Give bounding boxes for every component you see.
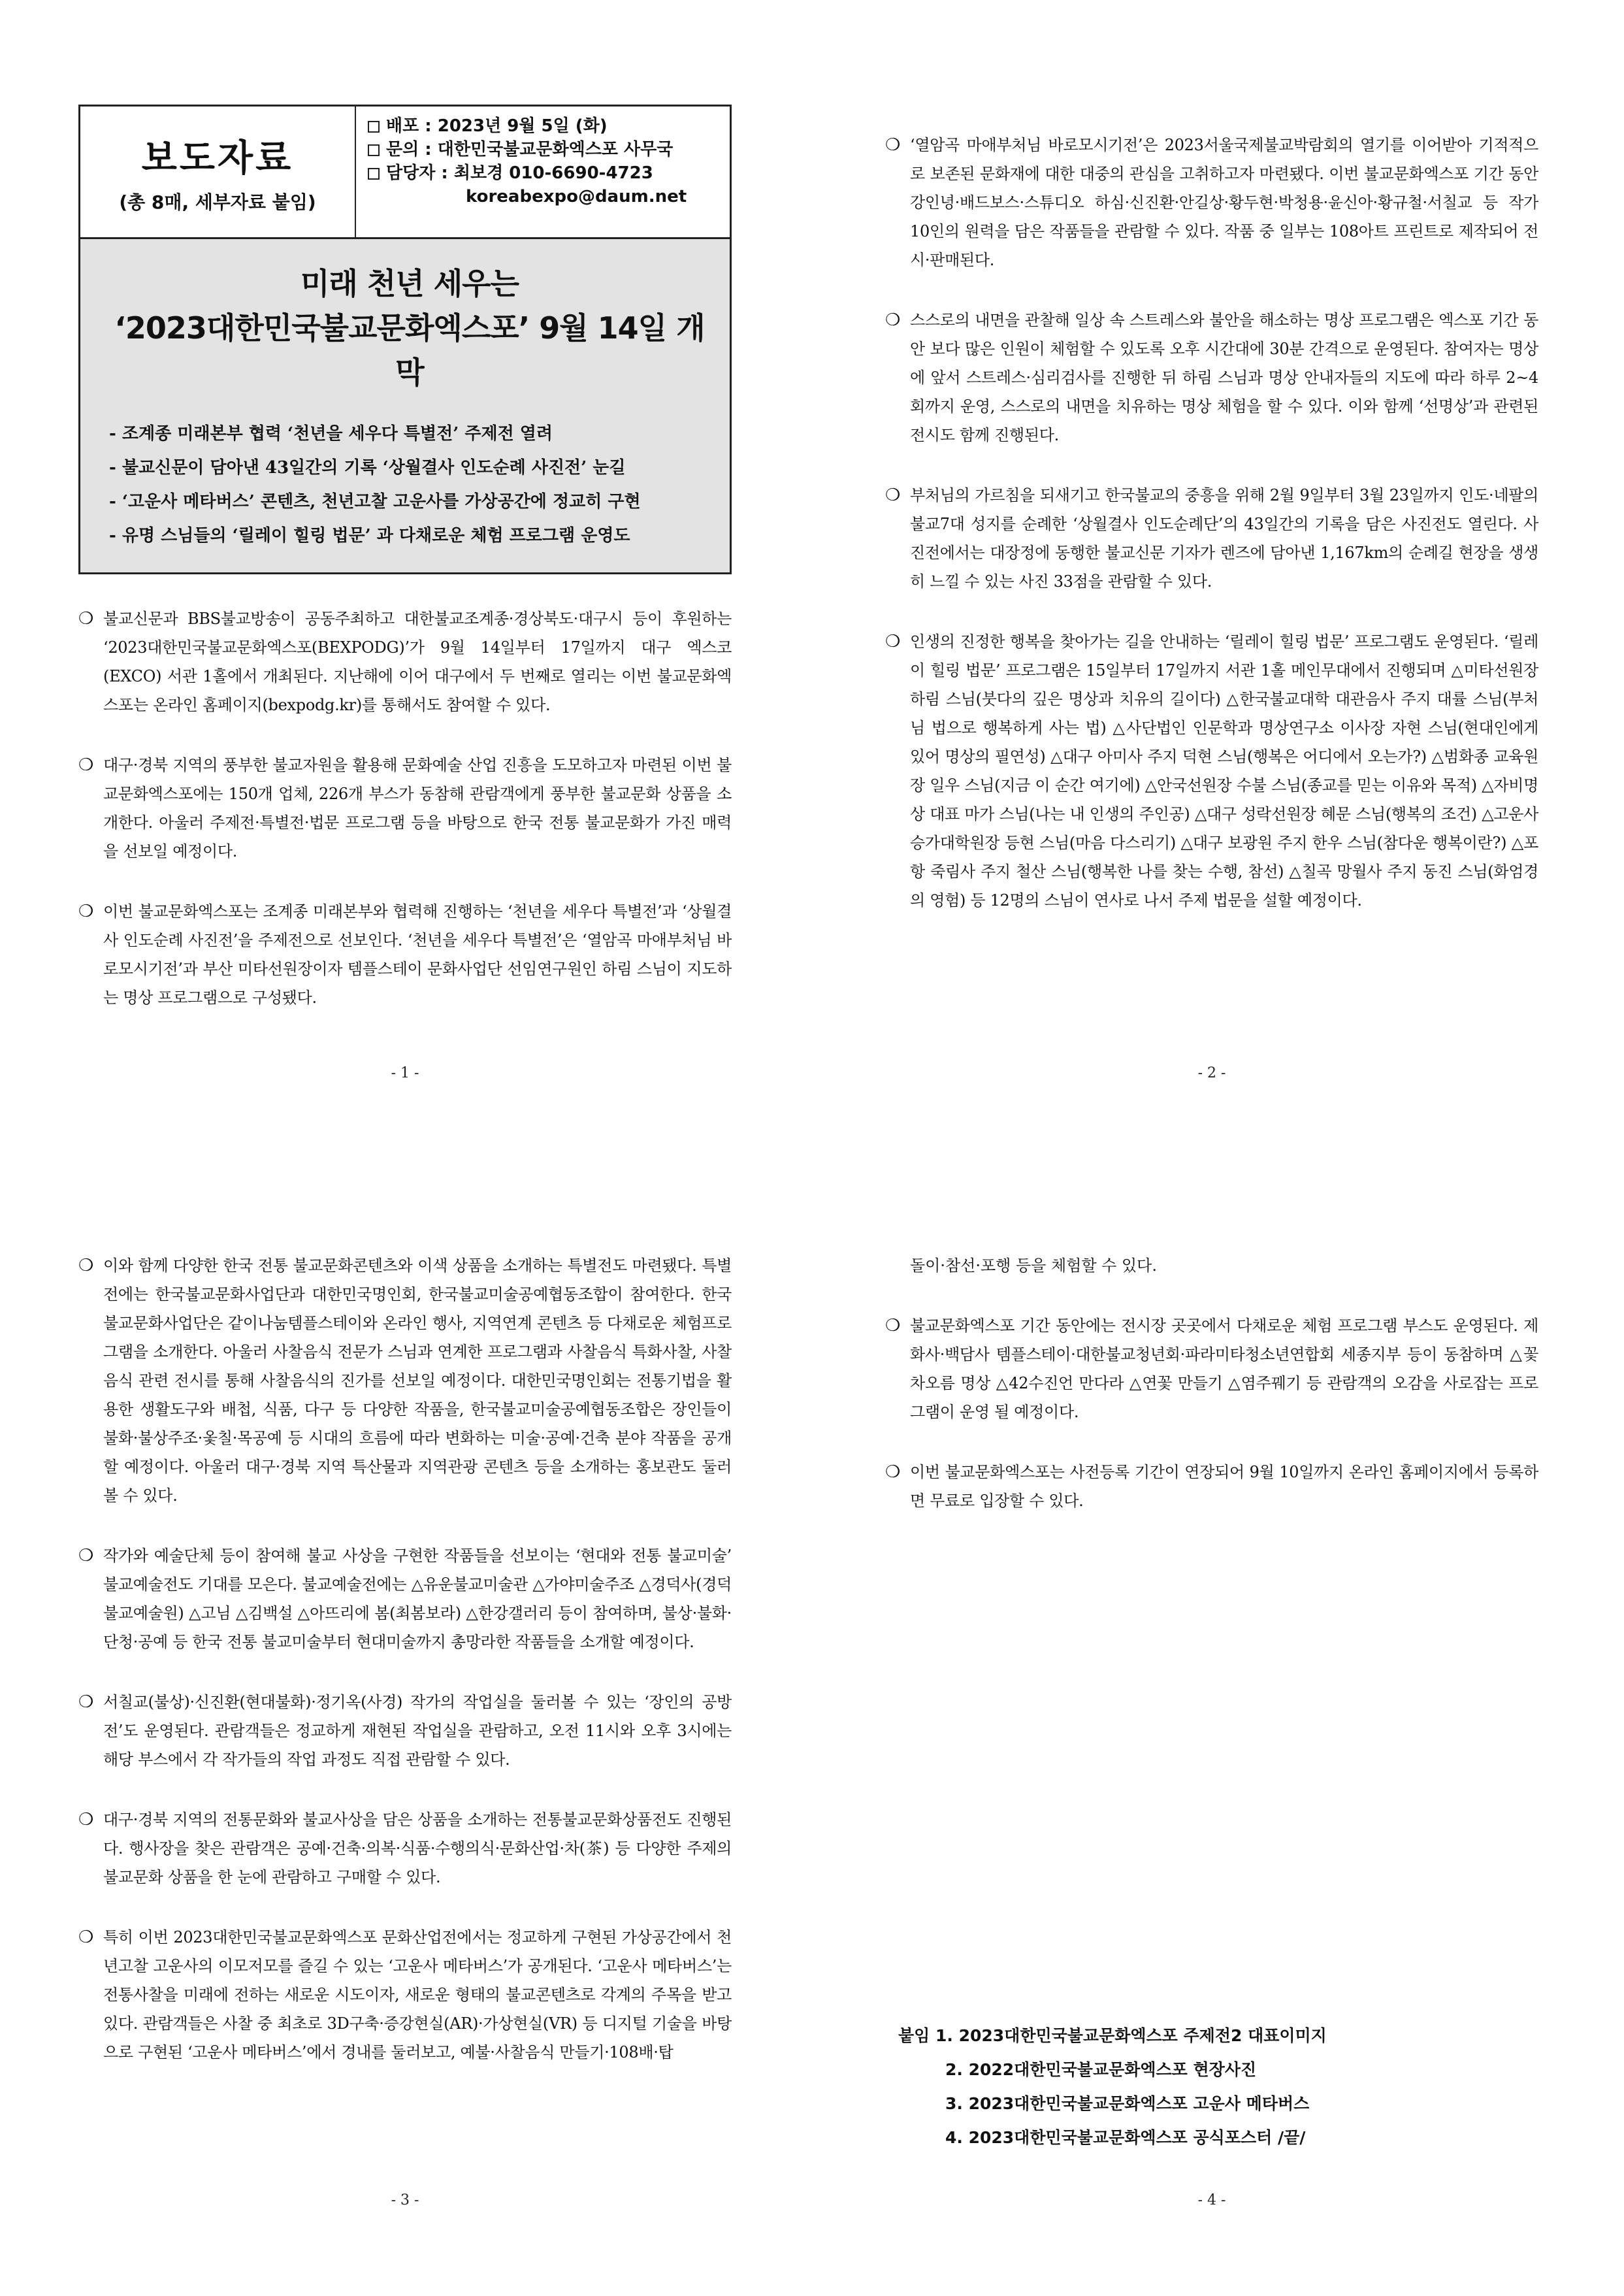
inquiry-info: 문의 : 대한민국불교문화엑스포 사무국	[386, 140, 674, 159]
headline-line-2: ‘2023대한민국불교문화엑스포’ 9월 14일 개막	[114, 310, 705, 390]
paragraph-text: ‘열암곡 마애부처님 바로모시기전’은 2023서울국제불교박람회의 열기를 이어받아 기적적으로 보존된 문화재에 대한 대중의 관심을 고취하고자 마련됐다. 이번 불교문화엑스포 기간 동안 강인녕·배드보스·스튜디오 하심·신진환·안길상·황두현·박청용·윤신아·황규철·서칠교 등 작가 10인의 원력을 담은 작품들을 관람할 수 있다. 작품 중 일부는 108아트 프린트로 제작되어 전시·판매된다.	[910, 136, 1538, 269]
page-number: - 2 -	[1197, 1065, 1226, 1081]
page-2	[885, 131, 1538, 1081]
bullet-circle-icon: ❍	[885, 485, 901, 505]
bullet-circle-icon: ❍	[78, 1692, 94, 1712]
paragraph-text: 불교신문과 BBS불교방송이 공동주최하고 대한불교조계종·경상북도·대구시 등이 후원하는 ‘2023대한민국불교문화엑스포(BEXPODG)’가 9월 14일부터 17일까지 대구 엑스코(EXCO) 서관 1홀에서 개최된다. 지난해에 이어 대구에서 두 번째로 열리는 이번 불교문화엑스포는 온라인 홈페이지(bexpodg.kr)를 통해서도 참여할 수 있다.	[103, 610, 732, 714]
page-3	[78, 1251, 732, 2208]
paragraph	[78, 897, 732, 1012]
paragraph	[78, 1688, 732, 1774]
contact-email: koreabexpo@daum.net	[466, 187, 687, 206]
paragraph-text: 스스로의 내면을 관찰해 일상 속 스트레스와 불안을 해소하는 명상 프로그램은 엑스포 기간 동안 보다 많은 인원이 체험할 수 있도록 오후 시간대에 30분 간격으로 운영된다. 참여자는 명상에 앞서 스트레스·심리검사를 진행한 뒤 하림 스님과 명상 안내자들의 지도에 따라 하루 2~4회까지 운영, 스스로의 내면을 치유하는 명상 체험을 할 수 있다. 이와 함께 ‘선명상’과 관련된 전시도 함께 진행된다.	[910, 311, 1538, 444]
paragraph-continuation: 돌이·참선·포행 등을 체험할 수 있다.	[910, 1256, 1157, 1275]
paragraph	[78, 1805, 732, 1892]
checkbox-square-icon	[368, 168, 380, 180]
bullet-circle-icon: ❍	[78, 1927, 94, 1947]
paragraph-text: 이번 불교문화엑스포는 조계종 미래본부와 협력해 진행하는 ‘천년을 세우다 특별전’과 ‘상월결사 인도순례 사진전’을 주제전으로 선보인다. ‘천년을 세우다 특별전’은 ‘열암곡 마애부처님 바로모시기전’과 부산 미타선원장이자 템플스테이 문화사업단 선임연구원인 하림 스님이 지도하는 명상 프로그램으로 구성됐다.	[103, 902, 732, 1007]
headline-line-1: 미래 천년 세우는	[300, 266, 519, 301]
subheadline-item: - 조계종 미래본부 협력 ‘천년을 세우다 특별전’ 주제전 열려	[109, 424, 553, 444]
paragraph-text: 특히 이번 2023대한민국불교문화엑스포 문화산업전에서는 정교하게 구현된 가상공간에서 천년고찰 고운사의 이모저모를 즐길 수 있는 ‘고운사 메타버스’가 공개된다. ‘고운사 메타버스’는 전통사찰을 미래에 전하는 새로운 시도이자, 새로운 형태의 불교콘텐츠로 각계의 주목을 받고 있다. 관람객들은 사찰 중 최초로 3D구축·증강현실(AR)·가상현실(VR) 등 디지털 기술을 바탕으로 구현된 ‘고운사 메타버스’에서 경내를 둘러보고, 예불·사찰음식 만들기·108배·탑	[103, 1928, 732, 2061]
bullet-circle-icon: ❍	[78, 1810, 94, 1829]
headline-box	[78, 237, 732, 574]
header-title-block	[80, 107, 356, 237]
subheadline-item: - 유명 스님들의 ‘릴레이 힐링 법문’ 과 다채로운 체험 프로그램 운영도	[109, 526, 630, 546]
paragraph	[885, 627, 1538, 915]
header-info-block	[356, 107, 730, 237]
body-paragraphs	[78, 604, 732, 1012]
press-release-header	[78, 105, 732, 237]
attachment-list	[898, 2019, 1327, 2155]
bullet-circle-icon: ❍	[78, 1546, 94, 1566]
paragraph-text: 이와 함께 다양한 한국 전통 불교문화콘텐츠와 이색 상품을 소개하는 특별전도 마련됐다. 특별전에는 한국불교문화사업단과 대한민국명인회, 한국불교미술공예협동조합이 참여한다. 한국불교문화사업단은 같이나눔템플스테이와 온라인 행사, 지역연계 콘텐츠 등 다채로운 체험프로그램을 소개한다. 아울러 사찰음식 전문가 스님과 연계한 프로그램과 사찰음식 특화사찰, 사찰음식 관련 전시를 통해 사찰음식의 진가를 선보일 예정이다. 대한민국명인회는 전통기법을 활용한 생활도구와 배첩, 식품, 다구 등 다양한 작품을, 한국불교미술공예협동조합은 장인들이 불화·불상주조·옻칠·목공예 등 시대의 흐름에 따라 변화하는 미술·공예·건축 분야 작품을 공개할 예정이다. 아울러 대구·경북 지역 특산물과 지역관광 콘텐츠 등을 소개하는 홍보관도 둘러볼 수 있다.	[103, 1256, 732, 1505]
page-count-note: (총 8매, 세부자료 붙임)	[119, 191, 316, 213]
attachment-item: 3. 2023대한민국불교문화엑스포 고운사 메타버스	[945, 2094, 1310, 2113]
paragraph-text: 이번 불교문화엑스포는 사전등록 기간이 연장되어 9월 10일까지 온라인 홈페이지에서 등록하면 무료로 입장할 수 있다.	[910, 1463, 1538, 1510]
paragraph	[885, 1458, 1538, 1515]
paragraph-text: 대구·경북 지역의 풍부한 불교자원을 활용해 문화예술 산업 진흥을 도모하고자 마련된 이번 불교문화엑스포에는 150개 업체, 226개 부스가 동참해 관람객에게 풍부한 불교문화 상품을 소개한다. 아울러 주제전·특별전·법문 프로그램 등을 바탕으로 한국 전통 불교문화가 가진 매력을 선보일 예정이다.	[103, 756, 732, 861]
press-release-title: 보도자료	[141, 137, 294, 180]
checkbox-square-icon	[368, 121, 380, 133]
paragraph-text: 작가와 예술단체 등이 참여해 불교 사상을 구현한 작품들을 선보이는 ‘현대와 전통 불교미술’ 불교예술전도 기대를 모은다. 불교예술전에는 △유운불교미술관 △가야미술주조 △경덕사(경덕불교예술원) △고님 △김백설 △아뜨리에 봄(최봄보라) △한강갤러리 등이 참여하며, 불상·불화·단청·공예 등 한국 전통 불교미술부터 현대미술까지 총망라한 작품들을 소개할 예정이다.	[103, 1547, 732, 1651]
attachment-item: 2. 2022대한민국불교문화엑스포 현장사진	[945, 2060, 1257, 2079]
subheadline-item: - 불교신문이 담아낸 43일간의 기록 ‘상월결사 인도순례 사진전’ 눈길	[109, 458, 626, 478]
paragraph	[885, 306, 1538, 450]
body-paragraphs	[885, 1311, 1538, 1515]
paragraph	[78, 1251, 732, 1510]
bullet-circle-icon: ❍	[78, 609, 94, 629]
paragraph-text: 서칠교(불상)·신진환(현대불화)·정기옥(사경) 작가의 작업실을 둘러볼 수 있는 ‘장인의 공방전’도 운영된다. 관람객들은 정교하게 재현된 작업실을 관람하고, 오전 11시와 오후 3시에는 해당 부스에서 각 작가들의 작업 과정도 직접 관람할 수 있다.	[103, 1693, 732, 1769]
bullet-circle-icon: ❍	[78, 902, 94, 921]
bullet-circle-icon: ❍	[78, 1256, 94, 1275]
paragraph	[78, 604, 732, 719]
attachment-item: 붙임 1. 2023대한민국불교문화엑스포 주제전2 대표이미지	[898, 2026, 1327, 2045]
contact-person: 담당자 : 최보경 010-6690-4723	[386, 163, 653, 183]
paragraph-text: 인생의 진정한 행복을 찾아가는 길을 안내하는 ‘릴레이 힐링 법문’ 프로그램도 운영된다. ‘릴레이 힐링 법문’ 프로그램은 15일부터 17일까지 서관 1홀 메인무대에서 진행되며 △미타선원장 하림 스님(붓다의 깊은 명상과 치유의 길이다) △한국불교대학 대관음사 주지 대률 스님(부처님 법으로 행복하게 사는 법) △사단법인 인문학과 명상연구소 이사장 자현 스님(현대인에게 있어 명상의 필연성) △대구 아미사 주지 덕현 스님(행복은 어디에서 오는가?) △범화종 교육원장 일우 스님(지금 이 순간 여기에) △안국선원장 수불 스님(종교를 믿는 이유와 목적) △자비명상 대표 마가 스님(나는 내 인생의 주인공) △대구 성락선원장 혜문 스님(행복의 조건) △고운사승가대학원장 등현 스님(마음 다스리기) △대구 보광원 주지 한우 스님(참다운 행복이란?) △포항 죽림사 주지 철산 스님(행복한 나를 찾는 수행, 참선) △칠곡 망월사 주지 동진 스님(화엄경의 영험) 등 12명의 스님이 연사로 나서 주제 법문을 설할 예정이다.	[910, 632, 1538, 910]
body-paragraphs	[885, 131, 1538, 915]
paragraph-text: 불교문화엑스포 기간 동안에는 전시장 곳곳에서 다채로운 체험 프로그램 부스도 운영된다. 제화사·백담사 템플스테이·대한불교청년회·파라미타청소년연합회 세종지부 등이 동참하며 △꽃차오름 명상 △42수진언 만다라 △연꽃 만들기 △염주꿰기 등 관람객의 오감을 사로잡는 프로그램이 운영 될 예정이다.	[910, 1317, 1538, 1421]
page-number: - 1 -	[391, 1065, 419, 1081]
distribution-date: 배포 : 2023년 9월 5일 (화)	[386, 116, 608, 136]
paragraph-text: 부처님의 가르침을 되새기고 한국불교의 중흥을 위해 2월 9일부터 3월 23일까지 인도·네팔의 불교7대 성지를 순례한 ‘상월결사 인도순례단’의 43일간의 기록을 담은 사진전도 열린다. 사진전에서는 대장정에 동행한 불교신문 기자가 렌즈에 담아낸 1,167km의 순례길 현장을 생생히 느낄 수 있는 사진 33점을 관람할 수 있다.	[910, 486, 1538, 591]
subheadline-item: - ‘고운사 메타버스’ 콘텐츠, 천년고찰 고운사를 가상공간에 정교히 구현	[109, 492, 641, 512]
page-4	[885, 1251, 1538, 2208]
attachment-item: 4. 2023대한민국불교문화엑스포 공식포스터 /끝/	[945, 2128, 1306, 2147]
bullet-circle-icon: ❍	[885, 310, 901, 330]
paragraph	[885, 1311, 1538, 1426]
checkbox-square-icon	[368, 144, 380, 156]
bullet-circle-icon: ❍	[885, 1316, 901, 1336]
page-number: - 3 -	[391, 2192, 419, 2208]
paragraph-text: 대구·경북 지역의 전통문화와 불교사상을 담은 상품을 소개하는 전통불교문화상품전도 진행된다. 행사장을 찾은 관람객은 공예·건축·의복·식품·수행의식·문화산업·차(茶) 등 다양한 주제의 불교문화 상품을 한 눈에 관람하고 구매할 수 있다.	[103, 1811, 732, 1886]
body-paragraphs	[78, 1251, 732, 2067]
page-1	[78, 105, 732, 1081]
bullet-circle-icon: ❍	[885, 1462, 901, 1482]
paragraph	[78, 751, 732, 866]
bullet-circle-icon: ❍	[885, 632, 901, 651]
paragraph	[885, 131, 1538, 274]
paragraph	[885, 481, 1538, 596]
subheadline-list	[109, 417, 710, 553]
bullet-circle-icon: ❍	[78, 755, 94, 775]
paragraph	[78, 1541, 732, 1656]
bullet-circle-icon: ❍	[885, 135, 901, 155]
paragraph	[78, 1923, 732, 2067]
page-number: - 4 -	[1197, 2192, 1226, 2208]
